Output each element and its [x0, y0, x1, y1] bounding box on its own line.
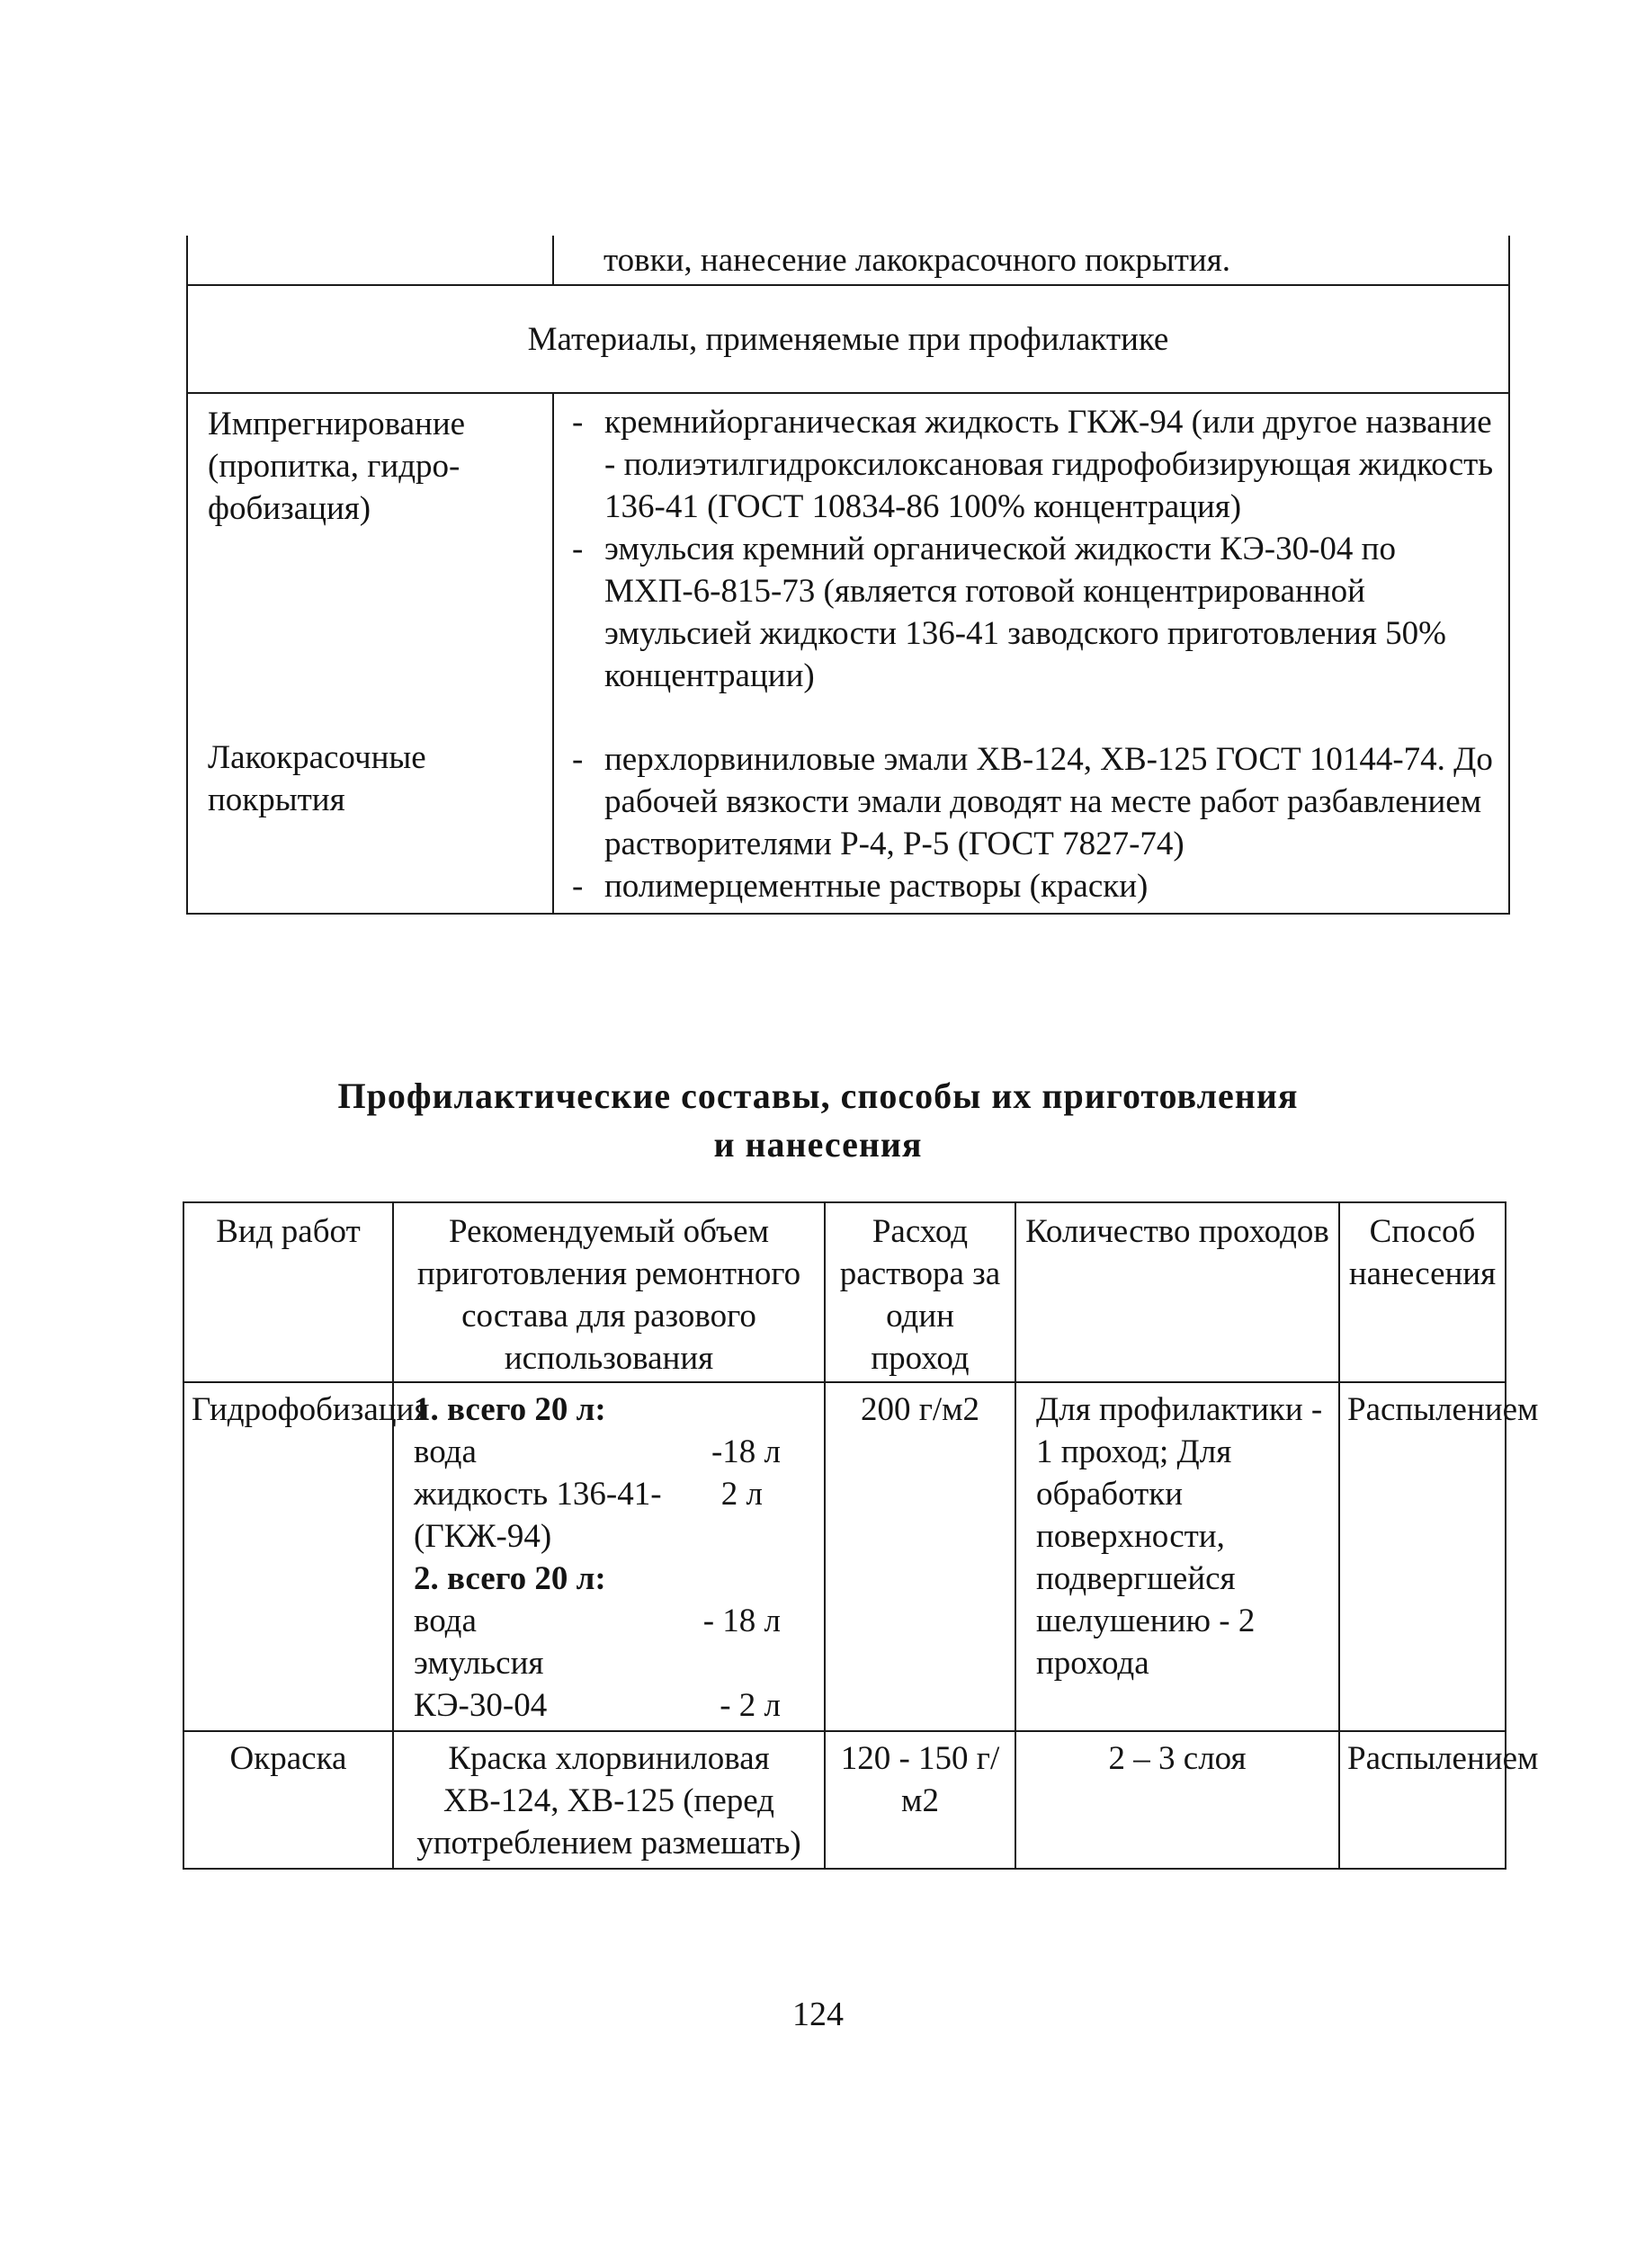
header-consumption: Расход раствора за один проход: [825, 1202, 1015, 1382]
continuation-empty-cell: [187, 236, 553, 285]
recipe-line: вода -18 л: [414, 1433, 781, 1470]
materials-label-impregnation: Импрегнирование (пропитка, гидро-фобизация): [208, 406, 466, 527]
dash-marker: -: [572, 868, 584, 905]
work-type-cell: Гидрофобизация: [183, 1382, 393, 1731]
dash-marker: -: [572, 404, 584, 441]
header-volume: Рекомендуемый объем приготовления ремонтного состава для разового использования: [393, 1202, 825, 1382]
materials-row-items: [553, 393, 1509, 914]
materials-heading-row: [187, 285, 1509, 393]
materials-table: [186, 236, 1510, 915]
material-item: - перхлорвиниловые эмали ХВ-124, ХВ-125 ГОСТ 10144-74. До рабочей вязкости эмали доводят на месте работ разбавлением растворителями Р-4, Р-5 (ГОСТ 7827-74): [572, 738, 1499, 865]
material-item: - полимерцементные растворы (краски): [572, 865, 1499, 907]
consumption-cell: 120 - 150 г/м2: [825, 1731, 1015, 1869]
method-cell: Распылением: [1339, 1731, 1506, 1869]
compositions-header-row: [183, 1202, 1506, 1382]
work-type-cell: Окраска: [183, 1731, 393, 1869]
continuation-row: [187, 236, 1509, 285]
page-number: 124: [792, 1996, 844, 2033]
compositions-row-painting: [183, 1731, 1506, 1869]
passes-cell: Для профилактики - 1 проход; Для обработки поверхности, подвергшейся шелушению - 2 прохода: [1015, 1382, 1339, 1731]
dash-marker: -: [572, 741, 584, 778]
materials-label-paint: Лакокрасочные покрытия: [208, 739, 426, 818]
caption-line-1: Профилактические составы, способы их приготовления: [337, 1076, 1299, 1116]
compositions-table: [183, 1201, 1539, 1870]
materials-heading: Материалы, применяемые при профилактике: [187, 285, 1509, 393]
method-cell: Распылением: [1339, 1382, 1506, 1731]
header-work-type: Вид работ: [183, 1202, 393, 1382]
header-passes: Количество проходов: [1015, 1202, 1339, 1382]
passes-cell: 2 – 3 слоя: [1015, 1731, 1339, 1869]
continuation-text: товки, нанесение лакокрасочного покрытия.: [553, 236, 1509, 285]
recipe-line: эмульсия: [414, 1645, 544, 1682]
consumption-cell: 200 г/м2: [825, 1382, 1015, 1731]
recipe-line: вода - 18 л: [414, 1603, 781, 1639]
recipe-variant-title: 2. всего 20 л:: [414, 1560, 606, 1597]
recipe-cell: Краска хлорвиниловая ХВ-124, ХВ-125 (перед употреблением размешать): [393, 1731, 825, 1869]
caption-line-2: и нанесения: [713, 1124, 923, 1165]
recipe-line: жидкость 136-41- 2 л: [414, 1476, 763, 1513]
recipe-cell: [393, 1382, 825, 1731]
material-item: - кремнийорганическая жидкость ГКЖ-94 (или другое название - полиэтилгидроксилоксановая гидрофобизирующая жидкость 136-41 (ГОСТ 10834-86 100% концентрация): [572, 401, 1499, 528]
recipe-line: (ГКЖ-94): [414, 1518, 552, 1555]
recipe-variant-title: 1. всего 20 л:: [414, 1391, 606, 1428]
materials-row-label: [187, 393, 553, 914]
header-method: Способ нанесения: [1339, 1202, 1506, 1382]
table-caption: [0, 1072, 1636, 1169]
dash-marker: -: [572, 531, 584, 567]
material-item: - эмульсия кремний органической жидкости КЭ-30-04 по МХП-6-815-73 (является готовой концентрированной эмульсией жидкости 136-41 заводского приготовления 50% концентрации): [572, 528, 1499, 697]
compositions-row-hydrophobization: [183, 1382, 1506, 1731]
materials-row: [187, 393, 1509, 914]
recipe-line: КЭ-30-04 - 2 л: [414, 1687, 781, 1724]
